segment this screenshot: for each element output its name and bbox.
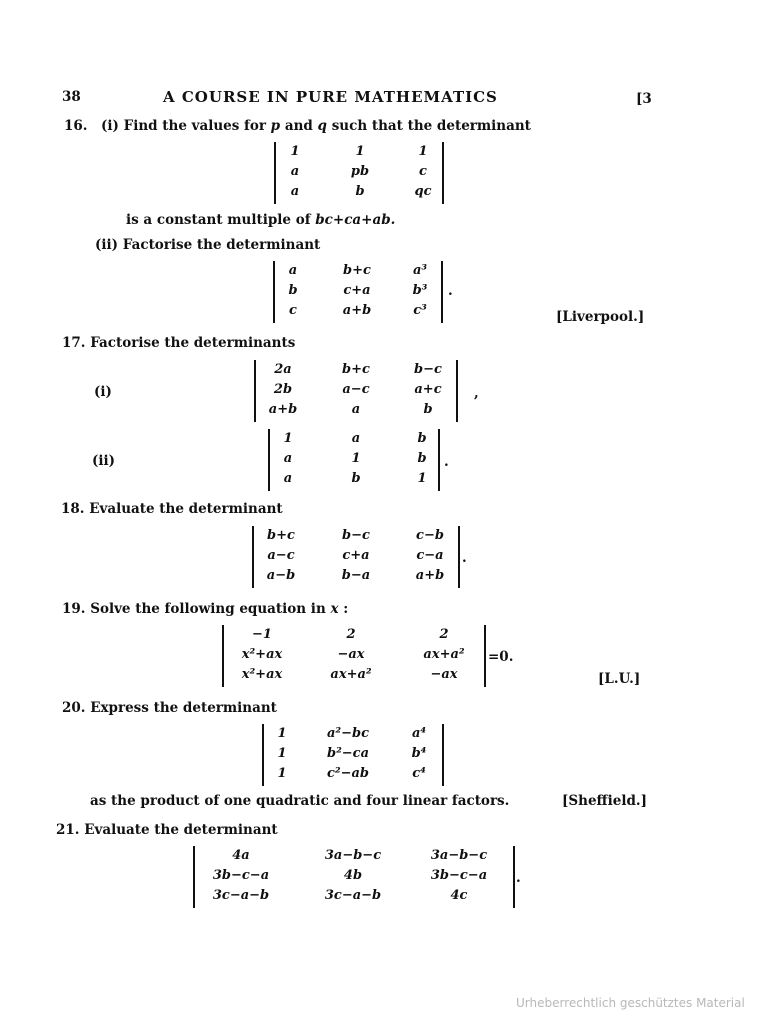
matrix-cell: b — [288, 283, 298, 298]
problem-18-number: 18. — [61, 501, 85, 517]
page-number: 38 — [62, 89, 81, 105]
matrix-cell: x²+ax — [241, 647, 283, 662]
chapter-mark: [3 — [636, 91, 652, 107]
matrix-cell: 3c−a−b — [324, 888, 382, 903]
matrix-cell: a²−bc — [326, 726, 369, 741]
matrix-cell: b−c — [414, 362, 442, 377]
source-citation: [L.U.] — [598, 671, 641, 687]
matrix-cell: ax+a² — [423, 647, 465, 662]
matrix-cell: 1 — [418, 144, 428, 159]
matrix-cell: 2a — [274, 362, 292, 377]
determinant-20 — [262, 724, 444, 786]
matrix-cell: b+c — [342, 362, 370, 377]
problem-20-number: 20. — [62, 700, 86, 716]
problem-20-line — [62, 700, 277, 716]
determinant-end-mark: . — [448, 283, 453, 299]
determinant-21 — [193, 846, 515, 908]
determinant-18 — [252, 526, 460, 588]
matrix-cell: 4c — [450, 888, 468, 903]
matrix-cell: b — [423, 402, 433, 417]
determinant-16-ii — [273, 261, 443, 323]
copyright-watermark: Urheberrechtlich geschütztes Material — [516, 996, 745, 1010]
matrix-cell: qc — [414, 184, 432, 199]
matrix-cell: a⁴ — [411, 726, 427, 741]
problem-17-line — [62, 335, 295, 351]
problem-21-number: 21. — [56, 822, 80, 838]
problem-16-number: 16. — [64, 118, 88, 134]
matrix-cell: b²−ca — [326, 746, 369, 761]
matrix-cell: 1 — [283, 431, 293, 446]
matrix-cell: b⁴ — [411, 746, 427, 761]
determinant-end-mark: . — [444, 454, 449, 470]
matrix-cell: −ax — [337, 647, 365, 662]
determinant-end-mark: . — [516, 870, 521, 886]
matrix-cell: 1 — [355, 144, 365, 159]
matrix-cell: −1 — [252, 627, 272, 642]
part-label: (ii) — [95, 237, 119, 253]
matrix-cell: a³ — [412, 263, 428, 278]
matrix-cell: b−c — [342, 528, 370, 543]
matrix-cell: a+c — [414, 382, 442, 397]
determinant-17-i — [254, 360, 458, 422]
matrix-cell: 1 — [290, 144, 300, 159]
matrix-cell: a−c — [342, 382, 370, 397]
matrix-cell: a+b — [268, 402, 298, 417]
problem-text: Evaluate the determinant — [89, 501, 283, 517]
matrix-cell: 2b — [273, 382, 293, 397]
matrix-cell: c−b — [416, 528, 444, 543]
matrix-cell: 1 — [277, 746, 287, 761]
matrix-cell: a — [351, 431, 361, 446]
variable-x: x — [330, 601, 339, 617]
matrix-cell: c−a — [416, 548, 444, 563]
matrix-cell: c²−ab — [326, 766, 369, 781]
matrix-cell: ax+a² — [330, 667, 372, 682]
part-label: (i) — [101, 118, 119, 134]
matrix-cell: c — [419, 164, 427, 179]
problem-text: Find the values for — [123, 118, 266, 134]
problem-18-line — [61, 501, 283, 517]
matrix-cell: 3a−b−c — [324, 848, 382, 863]
problem-text: Evaluate the determinant — [84, 822, 278, 838]
variable-p: p — [270, 118, 281, 134]
problem-text: Factorise the determinant — [122, 237, 321, 253]
problem-text: Factorise the determinants — [90, 335, 296, 351]
matrix-cell: a+b — [342, 303, 372, 318]
matrix-cell: c⁴ — [412, 766, 426, 781]
matrix-cell: a — [283, 451, 293, 466]
problem-20-follow-text: as the product of one quadratic and four linear factors. — [90, 793, 510, 809]
matrix-cell: 3a−b−c — [430, 848, 488, 863]
matrix-cell: 1 — [277, 726, 287, 741]
matrix-cell: 1 — [417, 471, 427, 486]
matrix-cell: a — [351, 402, 361, 417]
matrix-cell: x²+ax — [241, 667, 283, 682]
matrix-cell: c+a — [342, 548, 370, 563]
matrix-cell: b — [355, 184, 365, 199]
determinant-17-ii — [268, 429, 440, 491]
matrix-cell: a — [283, 471, 293, 486]
colon: : — [343, 601, 349, 617]
matrix-cell: a−b — [266, 568, 296, 583]
matrix-cell: a — [290, 184, 300, 199]
determinant-end-mark: . — [462, 550, 467, 566]
problem-19-number: 19. — [62, 601, 86, 617]
equation-rhs: =0. — [488, 649, 514, 665]
determinant-19 — [222, 625, 486, 687]
problem-21-line — [56, 822, 278, 838]
matrix-cell: b³ — [412, 283, 428, 298]
matrix-cell: 1 — [351, 451, 361, 466]
matrix-cell: 1 — [277, 766, 287, 781]
matrix-cell: c³ — [413, 303, 427, 318]
determinant-end-mark: , — [474, 385, 479, 401]
matrix-cell: b−a — [341, 568, 371, 583]
matrix-cell: 4b — [343, 868, 363, 883]
matrix-cell: a — [288, 263, 298, 278]
problem-16-line — [101, 118, 531, 134]
part-label-ii: (ii) — [92, 453, 116, 469]
problem-16-constant-line — [126, 212, 395, 228]
source-citation: [Liverpool.] — [556, 309, 645, 325]
matrix-cell: a+b — [415, 568, 445, 583]
matrix-cell: b+c — [267, 528, 295, 543]
page-title: A COURSE IN PURE MATHEMATICS — [163, 88, 498, 106]
matrix-cell: 3b−c−a — [212, 868, 270, 883]
conjunction: and — [284, 118, 313, 134]
matrix-cell: a — [290, 164, 300, 179]
problem-19-line — [62, 601, 348, 617]
matrix-cell: −ax — [430, 667, 458, 682]
matrix-cell: c+a — [343, 283, 371, 298]
matrix-cell: 4a — [232, 848, 250, 863]
matrix-cell: c — [289, 303, 297, 318]
matrix-cell: 3c−a−b — [212, 888, 270, 903]
matrix-cell: 3b−c−a — [430, 868, 488, 883]
matrix-cell: pb — [350, 164, 370, 179]
expression: bc+ca+ab. — [315, 212, 396, 228]
matrix-cell: b — [417, 431, 427, 446]
matrix-cell: 2 — [439, 627, 449, 642]
problem-text: is a constant multiple of — [126, 212, 311, 228]
matrix-cell: 2 — [346, 627, 356, 642]
problem-17-number: 17. — [62, 335, 86, 351]
problem-text: Express the determinant — [90, 700, 277, 716]
matrix-cell: b+c — [343, 263, 371, 278]
problem-16-part-ii — [95, 237, 320, 253]
matrix-cell: a−c — [267, 548, 295, 563]
matrix-cell: b — [351, 471, 361, 486]
variable-q: q — [317, 118, 327, 134]
determinant-16-i — [274, 142, 444, 204]
part-label-i: (i) — [94, 384, 112, 400]
problem-text: Solve the following equation in — [90, 601, 326, 617]
source-citation: [Sheffield.] — [562, 793, 647, 809]
matrix-cell: b — [417, 451, 427, 466]
problem-text-end: such that the determinant — [331, 118, 531, 134]
